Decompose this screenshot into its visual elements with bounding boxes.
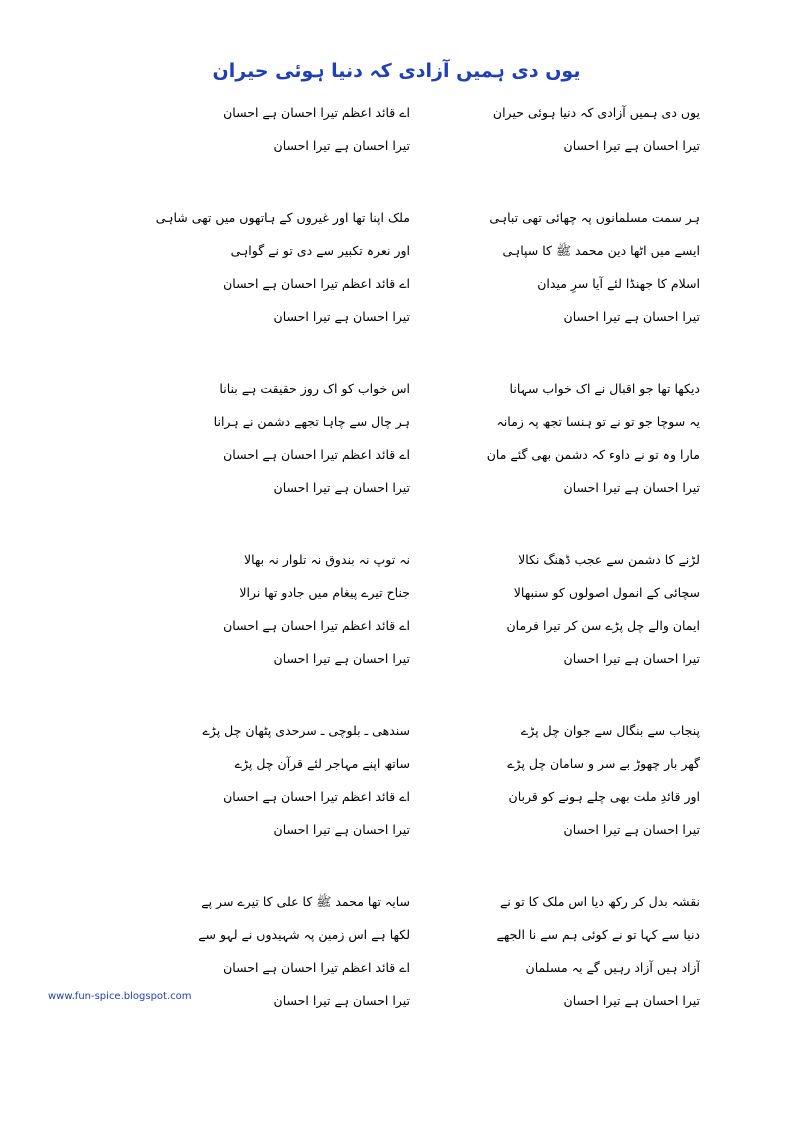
poem-line: اس خواب کو اک روز حقیقت ہے بنانا	[219, 381, 410, 396]
poem-column-left	[140, 103, 410, 1024]
poem-line: تیرا احسان ہے تیرا احسان	[273, 309, 410, 324]
poem-line: اے قائد اعظم تیرا احسان ہے احسان	[223, 447, 410, 462]
stanza-gap	[140, 169, 410, 208]
stanza-right	[420, 550, 700, 682]
poem-line: دنیا سے کہا تو نے کوئی ہم سے نا الجھے	[496, 927, 700, 942]
stanza-left	[140, 550, 410, 682]
poem-line: اور قائدِ ملت بھی چلے ہونے کو قربان	[508, 789, 700, 804]
stanza-left	[140, 379, 410, 511]
poem-line: تیرا احسان ہے تیرا احسان	[273, 822, 410, 837]
stanza-right	[420, 103, 700, 169]
poem-line: تیرا احسان ہے تیرا احسان	[563, 309, 700, 324]
poem-line: گھر بار چھوڑ بے سر و سامان چل پڑے	[507, 756, 700, 771]
poem-line: سندھی ـ بلوچی ـ سرحدی پٹھان چل پڑے	[202, 723, 410, 738]
poem-line: ساتھ اپنے مہاجر لئے قرآن چل پڑے	[234, 756, 410, 771]
poem-line: یہ سوچا جو تو نے تو ہنسا تجھ پہ زمانہ	[496, 414, 700, 429]
poem-line: نقشہ بدل کر رکھ دیا اس ملک کا تو نے	[500, 894, 700, 909]
poem-line: سچائی کے انمول اصولوں کو سنبھالا	[513, 585, 700, 600]
poem-line: سایہ تھا محمد ﷺ کا علی کا تیرے سر پے	[201, 894, 410, 909]
stanza-gap	[420, 682, 700, 721]
stanza-left	[140, 208, 410, 340]
stanza-left	[140, 892, 410, 1024]
poem-line: نہ توپ نہ بندوق نہ تلوار نہ بھالا	[243, 552, 410, 567]
stanza-right	[420, 892, 700, 1024]
poem-line: ایمان والے چل پڑے سن کر تیرا فرمان	[506, 618, 700, 633]
stanza-right	[420, 208, 700, 340]
poem-line: لڑنے کا دشمن سے عجب ڈھنگ نکالا	[518, 552, 700, 567]
stanza-gap	[420, 511, 700, 550]
poem-line: تیرا احسان ہے تیرا احسان	[273, 651, 410, 666]
poem-line: اے قائد اعظم تیرا احسان ہے احسان	[223, 789, 410, 804]
poem-line: لکھا ہے اس زمین پہ شہیدوں نے لہو سے	[198, 927, 410, 942]
blog-url: www.fun-spice.blogspot.com	[48, 991, 192, 1002]
poem-line: تیرا احسان ہے تیرا احسان	[273, 480, 410, 495]
poem-line: اسلام کا جھنڈا لئے آیا سرِ میدان	[537, 276, 700, 291]
poem-line: تیرا احسان ہے تیرا احسان	[273, 138, 410, 153]
poem-line: جناح تیرے پیغام میں جادو تھا نرالا	[239, 585, 410, 600]
stanza-gap	[140, 340, 410, 379]
poem-line: اے قائد اعظم تیرا احسان ہے احسان	[223, 276, 410, 291]
poem-line: ہر چال سے چاہا تجھے دشمن نے ہرانا	[213, 414, 410, 429]
poem-line: تیرا احسان ہے تیرا احسان	[563, 651, 700, 666]
poem-line: ایسے میں اٹھا دین محمد ﷺ کا سپاہی	[502, 243, 700, 258]
stanza-gap	[420, 853, 700, 892]
poem-line: پنجاب سے بنگال سے جوان چل پڑے	[520, 723, 700, 738]
stanza-gap	[140, 682, 410, 721]
poem-line: تیرا احسان ہے تیرا احسان	[563, 993, 700, 1008]
stanza-gap	[140, 511, 410, 550]
poem-line: تیرا احسان ہے تیرا احسان	[563, 480, 700, 495]
stanza-left	[140, 721, 410, 853]
poem-line: ہر سمت مسلمانوں پہ چھائی تھی تباہی	[489, 210, 700, 225]
poem-line: تیرا احسان ہے تیرا احسان	[563, 822, 700, 837]
poem-line: یوں دی ہمیں آزادی کہ دنیا ہوئی حیران	[492, 105, 700, 120]
stanza-gap	[420, 340, 700, 379]
stanza-left	[140, 103, 410, 169]
poem-line: تیرا احسان ہے تیرا احسان	[563, 138, 700, 153]
poem-line: اے قائد اعظم تیرا احسان ہے احسان	[223, 960, 410, 975]
stanza-right	[420, 721, 700, 853]
poem-line: تیرا احسان ہے تیرا احسان	[273, 993, 410, 1008]
stanza-gap	[420, 169, 700, 208]
poem-line: آزاد ہیں آزاد رہیں گے یہ مسلمان	[525, 960, 700, 975]
stanza-gap	[140, 853, 410, 892]
poem-line: دیکھا تھا جو اقبال نے اک خواب سہانا	[509, 381, 700, 396]
poem-line: مارا وہ تو نے داوء کہ دشمن بھی گئے مان	[486, 447, 700, 462]
poem-line: اے قائد اعظم تیرا احسان ہے احسان	[223, 618, 410, 633]
stanza-right	[420, 379, 700, 511]
poem-column-right	[420, 103, 700, 1024]
poem-line: اور نعرہ تکبیر سے دی تو نے گواہی	[230, 243, 410, 258]
poem-line: اے قائد اعظم تیرا احسان ہے احسان	[223, 105, 410, 120]
page-title: یوں دی ہمیں آزادی کہ دنیا ہوئی حیران	[212, 60, 581, 82]
poem-line: ملک اپنا تھا اور غیروں کے ہاتھوں میں تھی شاہی	[155, 210, 410, 225]
